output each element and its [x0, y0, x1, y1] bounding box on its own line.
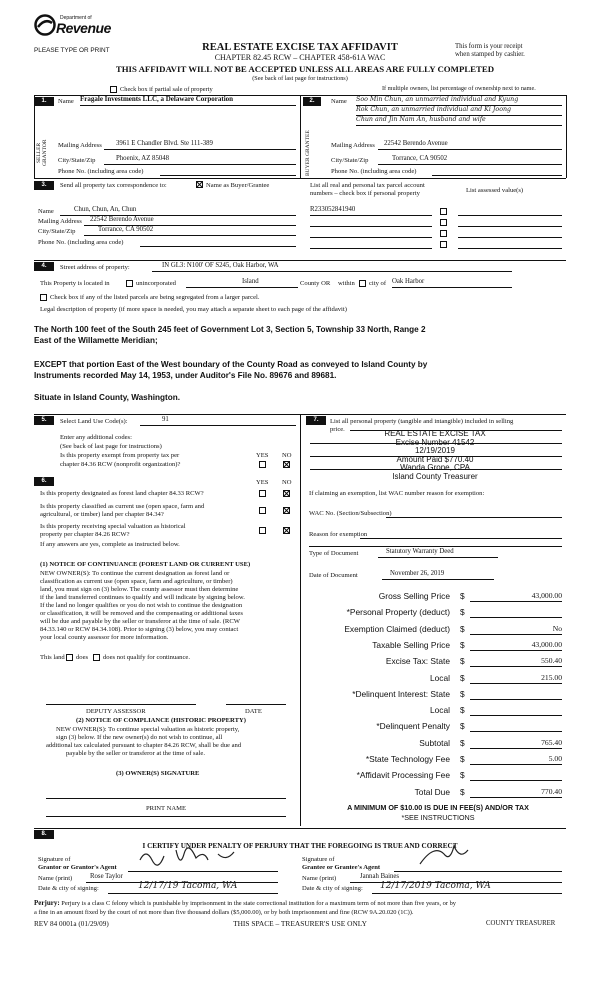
- street-label: Street address of property:: [60, 264, 130, 271]
- dollar-sign: $: [460, 770, 465, 781]
- dollar-sign: $: [460, 786, 465, 797]
- assessed-value-3[interactable]: [458, 228, 562, 238]
- money-label: Gross Selling Price: [378, 591, 450, 601]
- form-revision: REV 84 0001a (01/29/09): [34, 920, 109, 928]
- money-label: *Delinquent Penalty: [376, 721, 450, 732]
- grantee-date-city[interactable]: 12/17/2019 Tacoma, WA: [372, 881, 562, 894]
- corr-mailing-label: Mailing Address: [38, 218, 82, 225]
- same-as-buyer-checkbox[interactable]: [196, 181, 203, 188]
- buyer-grantee-label: BUYER GRANTEE: [305, 130, 311, 176]
- form-instructions: (See back of last page for instructions): [252, 75, 348, 82]
- notice1-line-3: land, you must sign on (3) below. The county assessor must then determine: [40, 586, 239, 593]
- land-does-not-label: does not qualify for continuance.: [103, 654, 190, 661]
- reason-label: Reason for exemption: [309, 531, 368, 538]
- assessor-date-label: DATE: [245, 708, 262, 715]
- receipt-note-2: when stamped by cashier.: [455, 51, 525, 58]
- land-does-label: does: [76, 654, 89, 661]
- grantee-sig-label-1: Signature of: [302, 856, 335, 863]
- exempt-question-1: Is this property exempt from property tax per: [60, 452, 180, 459]
- please-type: PLEASE TYPE OR PRINT: [34, 47, 110, 54]
- corr-address[interactable]: 22542 Berendo Avenue: [84, 216, 296, 226]
- legal-line-1: The North 100 feet of the South 245 feet of Government Lot 3, Section 5, Township 33 North, Range 2: [34, 325, 426, 334]
- dollar-sign: $: [460, 639, 465, 650]
- tax-stamp: [370, 430, 500, 482]
- same-as-buyer-label: Name as Buyer/Grantee: [206, 182, 270, 189]
- segregated-checkbox[interactable]: [40, 294, 47, 301]
- parcel-number-1[interactable]: R233052841940: [310, 206, 432, 216]
- deputy-assessor-label: DEPUTY ASSESSOR: [86, 708, 146, 715]
- form-title: REAL ESTATE EXCISE TAX AFFIDAVIT: [202, 42, 398, 53]
- dollar-sign: $: [460, 688, 465, 699]
- section-8-number: 8.: [34, 830, 54, 839]
- seller-grantor-label: SELLER GRANTOR: [36, 139, 49, 167]
- seller-city-label: City/State/Zip: [58, 157, 96, 164]
- parcel-personal-checkbox-2[interactable]: [440, 219, 447, 226]
- form-chapter: CHAPTER 82.45 RCW – CHAPTER 458-61A WAC: [214, 53, 386, 62]
- dollar-sign: $: [460, 754, 465, 764]
- notice1-title: (1) NOTICE OF CONTINUANCE (FOREST LAND OR CURRENT USE): [40, 561, 251, 568]
- corr-phone[interactable]: [140, 237, 296, 247]
- dollar-sign: $: [460, 591, 465, 601]
- seller-name-label: Name: [58, 98, 74, 105]
- grantor-print-name[interactable]: Rose Taylor: [86, 873, 278, 883]
- exemption-label: If claiming an exemption, list WAC number reason for exemption:: [309, 490, 485, 497]
- grantee-date-label: Date & city of signing:: [302, 885, 363, 892]
- assessed-values-label: List assessed value(s): [466, 187, 524, 194]
- grantor-signature[interactable]: [128, 856, 278, 872]
- doc-date[interactable]: November 26, 2019: [382, 570, 494, 580]
- money-label: *Delinquent Interest: State: [352, 688, 450, 699]
- notice2-line-3: additional tax calculated pursuant to chapter 84.26 RCW, shall be due and: [46, 742, 242, 749]
- partial-sale-label: Check box if partial sale of property: [120, 86, 213, 93]
- grantor-sig-label-2: Grantor or Grantor's Agent: [38, 864, 117, 871]
- historic-question-2: property per chapter 84.26 RCW?: [40, 531, 130, 538]
- notice2-title: (2) NOTICE OF COMPLIANCE (HISTORIC PROPERTY): [76, 717, 246, 724]
- notice1-line-6: or classification, it will be removed and the compensating or additional taxes: [40, 610, 243, 617]
- money-value[interactable]: [470, 690, 562, 700]
- current-use-question-1: Is this property classified as current use (open space, farm and: [40, 503, 205, 510]
- see-back-label: (See back of last page for instructions): [60, 443, 162, 450]
- additional-codes-label: Enter any additional codes:: [60, 434, 132, 441]
- legal-line-3: EXCEPT that portion East of the West boundary of the County Road as conveyed to Island County by: [34, 360, 428, 369]
- reason-exemption[interactable]: [360, 529, 562, 539]
- print-name-label: PRINT NAME: [146, 805, 186, 812]
- stamp-line-6: Island County Treasurer: [392, 471, 478, 481]
- money-label: Local: [429, 672, 450, 683]
- logo-dept: Department of: [60, 15, 92, 21]
- correspondence-label: Send all property tax correspondence to:: [60, 182, 167, 189]
- receipt-note-1: This form is your receipt: [455, 43, 523, 50]
- corr-city-label: City/State/Zip: [38, 228, 76, 235]
- grantee-sig-label-2: Grantee or Grantee's Agent: [302, 864, 381, 871]
- money-value[interactable]: [470, 706, 562, 716]
- unincorporated-label: unincorporated: [136, 280, 176, 287]
- perjury-title: Perjury:: [34, 899, 60, 907]
- grantee-print-name[interactable]: Jannah Baines: [350, 873, 562, 883]
- seller-city[interactable]: Phoenix, AZ 85048: [104, 155, 296, 165]
- money-value[interactable]: 43,000.00: [470, 641, 562, 651]
- exempt-no-checkbox[interactable]: [283, 461, 290, 468]
- county-or-label: County OR: [300, 280, 331, 287]
- notice1-line-9: your local county assessor for more information.: [40, 634, 169, 641]
- money-label: Taxable Selling Price: [372, 639, 450, 650]
- buyer-mailing-label: Mailing Address: [331, 142, 375, 149]
- buyer-phone[interactable]: [432, 166, 562, 176]
- money-value[interactable]: [470, 608, 562, 618]
- assessed-value-4[interactable]: [458, 239, 562, 249]
- notice3-title: (3) OWNER(S) SIGNATURE: [116, 770, 200, 777]
- stamp-line-1: REAL ESTATE EXCISE TAX: [384, 429, 486, 438]
- treasurer-space: THIS SPACE – TREASURER'S USE ONLY: [233, 919, 367, 928]
- buyer-name-label: Name: [331, 98, 347, 105]
- grantee-signature[interactable]: [394, 856, 562, 872]
- legal-description-label: Legal description of property (if more space is needed, you may attach a separate sheet to each page of the affidavit): [40, 306, 347, 313]
- money-value[interactable]: 770.40: [470, 788, 562, 798]
- doc-type[interactable]: Statutory Warranty Deed: [378, 548, 498, 558]
- legal-line-2: East of the Willamette Meridian;: [34, 336, 158, 345]
- buyer-name-line-3[interactable]: Chun and Jin Nam An, husband and wife: [356, 116, 562, 126]
- dollar-sign: $: [460, 607, 465, 618]
- this-land-label: This land: [40, 654, 65, 661]
- notice1-line-5: If the land no longer qualifies or you do not wish to continue the designation: [40, 602, 243, 609]
- grantor-sig-label-1: Signature of: [38, 856, 71, 863]
- section-7-number: 7.: [306, 416, 326, 425]
- grantor-date-city[interactable]: 12/17/19 Tacoma, WA: [108, 881, 278, 894]
- notice1-line-7: will be due and payable by the seller or transferor at the time of sale. (RCW: [40, 618, 240, 625]
- historic-question-1: Is this property receiving special valuation as historical: [40, 523, 186, 530]
- grantee-signature-scribble: [414, 842, 494, 868]
- money-label: Local: [429, 705, 450, 716]
- forest-question: Is this property designated as forest land chapter 84.33 RCW?: [40, 490, 204, 497]
- money-label: Subtotal: [419, 737, 450, 748]
- land-use-code[interactable]: 91: [140, 416, 296, 426]
- assessed-value-2[interactable]: [458, 217, 562, 227]
- current-use-no-checkbox[interactable]: [283, 507, 290, 514]
- notice2-line-2: sign (3) below. If the new owner(s) do not wish to continue, all: [56, 734, 223, 741]
- exempt-no-header: NO: [282, 452, 292, 459]
- current-use-yes-checkbox[interactable]: [259, 507, 266, 514]
- seller-mailing-label: Mailing Address: [58, 142, 102, 149]
- notice1-line-8: 84.33.140 or RCW 84.34.108). Prior to signing (3) below, you may contact: [40, 626, 239, 633]
- legal-line-5: Situate in Island County, Washington.: [34, 393, 181, 402]
- money-value[interactable]: 215.00: [470, 674, 562, 684]
- money-label: *Personal Property (deduct): [346, 607, 450, 618]
- assessed-value-1[interactable]: [458, 206, 562, 216]
- grantee-name-label: Name (print): [302, 875, 337, 882]
- current-use-question-2: agricultural, or timber) land per chapter 84.34?: [40, 511, 164, 518]
- corr-phone-label: Phone No. (including area code): [38, 239, 124, 246]
- see-instructions-note: *SEE INSTRUCTIONS: [401, 813, 475, 822]
- forest-no-checkbox[interactable]: [283, 490, 290, 497]
- money-value[interactable]: [470, 722, 562, 732]
- historic-yes-checkbox[interactable]: [259, 527, 266, 534]
- buyer-city[interactable]: Torrance, CA 90502: [378, 155, 562, 165]
- buyer-city-label: City/State/Zip: [331, 157, 369, 164]
- perjury-line-1: Perjury is a class C felony which is punishable by imprisonment in the state correctional institution for a maximum term of not more than five years, or by: [61, 900, 456, 907]
- buyer-name-line-1[interactable]: Soo Min Chun, an unmarried individual and Kyung: [356, 96, 562, 106]
- exempt-question-2: chapter 84.36 RCW (nonprofit organization)?: [60, 461, 181, 468]
- parcel-list-label-2: numbers – check box if personal property: [310, 190, 420, 197]
- parcel-personal-checkbox-3[interactable]: [440, 230, 447, 237]
- form-warning: THIS AFFIDAVIT WILL NOT BE ACCEPTED UNLESS ALL AREAS ARE FULLY COMPLETED: [115, 64, 495, 74]
- money-value[interactable]: 5.00: [470, 755, 562, 765]
- money-value[interactable]: 765.40: [470, 739, 562, 749]
- seller-phone-label: Phone No. (including area code): [58, 168, 144, 175]
- corr-name-label: Name: [38, 208, 54, 215]
- located-in-label: This Property is located in: [40, 280, 110, 287]
- land-use-label: Select Land Use Code(s):: [60, 418, 128, 425]
- city-of-label: city of: [369, 280, 387, 287]
- parcel-personal-checkbox-4[interactable]: [440, 241, 447, 248]
- corr-name[interactable]: Chun, Chun, An, Chun: [60, 206, 296, 216]
- parcel-list-label-1: List all real and personal tax parcel account: [310, 182, 425, 189]
- parcel-number-4[interactable]: [310, 239, 432, 249]
- dollar-sign: $: [460, 737, 465, 748]
- exempt-yes-checkbox[interactable]: [259, 461, 266, 468]
- multiple-owners-label: If multiple owners, list percentage of ownership next to name.: [382, 85, 536, 92]
- section-1-number: 1.: [34, 97, 54, 106]
- section-5-number: 5.: [34, 416, 54, 425]
- historic-no-checkbox[interactable]: [283, 527, 290, 534]
- notice1-line-2: classification as current use (open space, farm and agriculture, or timber): [40, 578, 233, 585]
- minimum-due-note: A MINIMUM OF $10.00 IS DUE IN FEE(S) AND/OR TAX: [347, 803, 529, 812]
- buyer-address[interactable]: 22542 Berendo Avenue: [378, 140, 562, 150]
- unincorporated-checkbox[interactable]: [126, 280, 133, 287]
- legal-line-4: Instruments recorded May 14, 1953, under Auditor's File No. 89676 and 89681.: [34, 371, 337, 380]
- grantor-signature-scribble: [136, 846, 276, 868]
- doc-date-label: Date of Document: [309, 572, 358, 579]
- money-label: *Affidavit Processing Fee: [356, 770, 450, 781]
- seller-phone[interactable]: [160, 166, 296, 176]
- grantor-name-label: Name (print): [38, 875, 73, 882]
- notice2-line-4: payable by the seller or transferor at the time of sale.: [66, 750, 205, 757]
- land-does-not-checkbox[interactable]: [93, 654, 100, 661]
- land-does-checkbox[interactable]: [66, 654, 73, 661]
- dollar-sign: $: [460, 705, 465, 716]
- within-city-checkbox[interactable]: [359, 280, 366, 287]
- money-label: Excise Tax: State: [385, 656, 450, 667]
- notice1-line-4: if the land transferred continues to qualify and will indicate by signing below.: [40, 594, 245, 601]
- within-label: within: [338, 280, 355, 287]
- notice1-line-1: NEW OWNER(S): To continue the current designation as forest land or: [40, 570, 230, 577]
- perjury-statement: [34, 899, 566, 917]
- parcel-personal-checkbox-1[interactable]: [440, 208, 447, 215]
- seller-address[interactable]: 3961 E Chandler Blvd. Ste 111-389: [104, 140, 296, 150]
- corr-city[interactable]: Torrance, CA 90502: [84, 226, 296, 236]
- exempt-yes-header: YES: [256, 452, 269, 459]
- county-treasurer-label: COUNTY TREASURER: [486, 920, 556, 927]
- s6-no-header: NO: [282, 479, 292, 486]
- stamp-line-5: Wanda Grone, CPA: [400, 463, 470, 473]
- notice2-line-1: NEW OWNER(S): To continue special valuation as historic property,: [56, 726, 240, 733]
- section-6-number: 6.: [34, 477, 54, 486]
- parcel-number-2[interactable]: [310, 217, 432, 227]
- s6-yes-header: YES: [256, 479, 269, 486]
- parcel-number-3[interactable]: [310, 228, 432, 238]
- money-value[interactable]: 550.40: [470, 657, 562, 667]
- money-label: Exemption Claimed (deduct): [344, 623, 450, 634]
- buyer-name-line-2[interactable]: Rok Chun, an unmarried individual and Ki Joong: [356, 106, 562, 116]
- segregated-label: Check box if any of the listed parcels are being segregated from a larger parcel.: [50, 294, 260, 301]
- stamp-line-3: 12/19/2019: [414, 446, 456, 456]
- dollar-sign: $: [460, 672, 465, 683]
- answers-note: If any answers are yes, complete as instructed below.: [40, 541, 180, 548]
- money-value[interactable]: 43,000.00: [470, 592, 562, 602]
- street-address[interactable]: IN GL3: N100' OF S245, Oak Harbor, WA: [152, 262, 512, 272]
- partial-sale-checkbox[interactable]: [110, 86, 117, 93]
- wac-number[interactable]: [386, 508, 562, 518]
- dollar-sign: $: [460, 656, 465, 667]
- section-3-number: 3.: [34, 181, 54, 190]
- section-2-number: 2.: [303, 97, 321, 106]
- dollar-sign: $: [460, 623, 465, 634]
- stamp-line-4: Amount Paid $770.40: [396, 454, 474, 464]
- buyer-phone-label: Phone No. (including area code): [331, 168, 417, 175]
- grantor-date-label: Date & city of signing:: [38, 885, 99, 892]
- city-name[interactable]: Oak Harbor: [392, 278, 512, 288]
- perjury-line-2: a fine in an amount fixed by the court of not more than five thousand dollars ($5,000.00), or by both imprisonment and fine (RCW 9A.20.020 (1C)).: [34, 908, 414, 916]
- seller-name[interactable]: Fragale Investments LLC, a Delaware Corporation: [80, 96, 296, 106]
- money-label: Total Due: [414, 786, 450, 797]
- stamp-line-2: Excise Number 41542: [395, 437, 475, 447]
- personal-property-label-1: List all personal property (tangible and intangible) included in selling: [330, 418, 514, 425]
- forest-yes-checkbox[interactable]: [259, 490, 266, 497]
- logo-name: Revenue: [56, 20, 111, 36]
- county-name[interactable]: Island: [186, 278, 298, 288]
- section-4-number: 4.: [34, 262, 54, 271]
- doc-type-label: Type of Document: [309, 550, 359, 557]
- wac-label: WAC No. (Section/Subsection): [309, 510, 392, 517]
- dollar-sign: $: [460, 721, 465, 732]
- money-label: *State Technology Fee: [365, 754, 450, 764]
- certify-statement: I CERTIFY UNDER PENALTY OF PERJURY THAT THE FOREGOING IS TRUE AND CORRECT: [142, 842, 458, 850]
- revenue-logo: [34, 12, 111, 40]
- personal-property-label-2: price.: [330, 426, 345, 433]
- money-value[interactable]: [470, 771, 562, 781]
- money-value[interactable]: No: [470, 625, 562, 635]
- revenue-logo-icon: [34, 14, 56, 36]
